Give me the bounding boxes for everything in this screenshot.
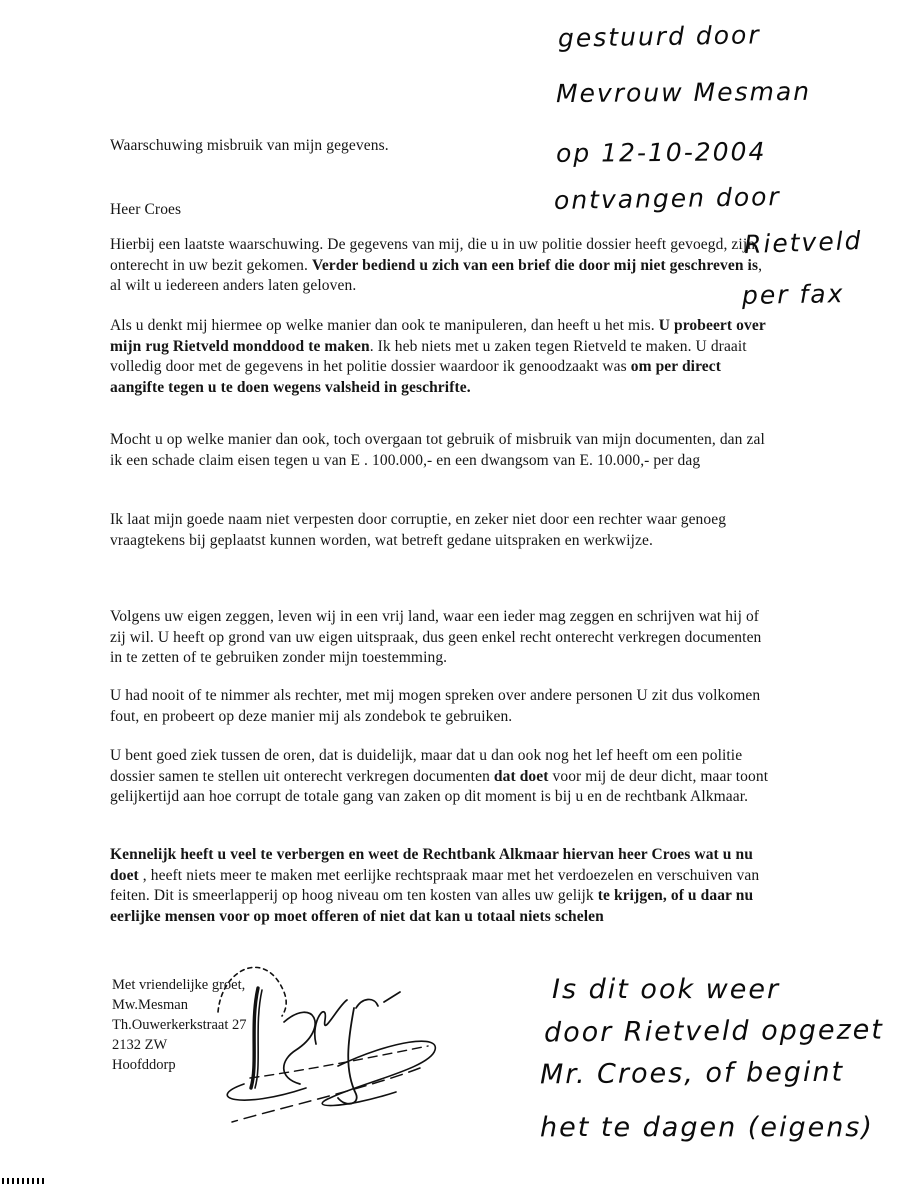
- letter-salutation: Heer Croes: [110, 201, 182, 218]
- paragraph-3: [110, 430, 772, 471]
- paragraph-text: U bent goed ziek tussen de oren, dat is duidelijk, maar dat u dan ook nog het lef heeft om een politie dossier samen te stellen uit onterecht verkregen documenten: [110, 747, 743, 785]
- closing-salutation: Met vriendelijke groet,: [112, 977, 246, 993]
- paragraph-text: , al wilt u iedereen anders laten geloven.: [110, 256, 763, 295]
- sender-postcode: 2132 ZW: [112, 1037, 168, 1053]
- annotation-date: op 12-10-2004: [555, 137, 767, 168]
- paragraph-5: [110, 607, 772, 669]
- paragraph-text: Mocht u op welke manier dan ook, toch overgaan tot gebruik of misbruik van mijn documenten, dan zal ik een schade claim eisen tegen u van E . 100.000,- en een dwangsom van E. 10.000,- per dag: [110, 431, 765, 469]
- paragraph-text-bold: Kennelijk heeft u veel te verbergen en weet de Rechtbank Alkmaar hiervan heer Croes wat u nu doet: [110, 846, 753, 884]
- annotation-bottom-line3: Mr. Croes, of begint: [539, 1056, 845, 1091]
- paragraph-text: Als u denkt mij hiermee op welke manier dan ook te manipuleren, dan heeft u het mis.: [110, 317, 659, 334]
- scan-artifact-dots: [2, 1178, 46, 1184]
- sender-city: Hoofddorp: [112, 1057, 176, 1073]
- letter-title: Waarschuwing misbruik van mijn gegevens.: [110, 137, 389, 154]
- annotation-bottom-line1: Is dit ook weer: [552, 974, 781, 1005]
- paragraph-2: [110, 316, 772, 398]
- paragraph-text-bold: U probeert over mijn rug Rietveld monddood te maken: [110, 317, 766, 355]
- paragraph-text: voor mij de deur dicht, maar toont gelijkertijd aan hoe corrupt de totale gang van zaken op dit moment is bij u en de rechtbank Alkmaar.: [110, 767, 769, 806]
- paragraph-text: . Ik heb niets met u zaken tegen Rietveld te maken. U draait volledig door met de gegevens in het politie dossier waardoor ik genoodzaakt was: [110, 337, 747, 376]
- paragraph-7: [110, 746, 772, 808]
- sender-name: Mw.Mesman: [112, 997, 188, 1013]
- sender-street: Th.Ouwerkerkstraat 27: [112, 1017, 247, 1033]
- signature-scrawl: [188, 946, 456, 1132]
- annotation-received-by: ontvangen door: [553, 182, 781, 215]
- paragraph-text-bold: te krijgen, of u daar nu eerlijke mensen voor op moet offeren of niet dat kan u totaal niets schelen: [110, 887, 754, 925]
- annotation-sender-name: Mevrouw Mesman: [555, 76, 812, 109]
- paragraph-text-bold: om per direct aangifte tegen u te doen wegens valsheid in geschrifte.: [110, 358, 722, 396]
- paragraph-6: [110, 686, 772, 727]
- paragraph-4: [110, 510, 772, 551]
- paragraph-text: , heeft niets meer te maken met eerlijke rechtspraak maar met het verdoezelen en verschuiven van feiten. Dit is smeerlapperij op hoog niveau om ten kosten van alles uw gelijk: [110, 866, 760, 905]
- paragraph-text: Ik laat mijn goede naam niet verpesten door corruptie, en zeker niet door een rechter waar genoeg vraagtekens bij geplaatst kunnen worden, wat betreft gedane uitspraken en werkwijze.: [110, 511, 727, 549]
- paragraph-text-bold: dat doet: [493, 767, 549, 785]
- annotation-per-fax: per fax: [741, 279, 845, 310]
- paragraph-text-bold: Verder bediend u zich van een brief die door mij niet geschreven is: [311, 256, 759, 274]
- paragraph-text: U had nooit of te nimmer als rechter, met mij mogen spreken over andere personen U zit dus volkomen fout, en probeert op deze manier mij als zondebok te gebruiken.: [110, 687, 761, 725]
- paragraph-text: Hierbij een laatste waarschuwing. De gegevens van mij, die u in uw politie dossier heeft gevoegd, zijn onterecht in uw bezit gekomen.: [110, 236, 756, 274]
- annotation-receiver-name: Rietveld: [743, 225, 863, 260]
- annotation-bottom-line4: het te dagen (eigens): [540, 1112, 874, 1143]
- paragraph-1: [110, 235, 772, 297]
- paragraph-8: [110, 845, 772, 927]
- annotation-sent-by: gestuurd door: [557, 20, 761, 53]
- annotation-bottom-line2: door Rietveld opgezet: [543, 1014, 885, 1049]
- paragraph-text: Volgens uw eigen zeggen, leven wij in een vrij land, waar een ieder mag zeggen en schrijven wat hij of zij wil. U heeft op grond van uw eigen uitspraak, dus geen enkel recht onterecht verkregen documenten in te zetten of te gebruiken zonder mijn toestemming.: [110, 608, 762, 667]
